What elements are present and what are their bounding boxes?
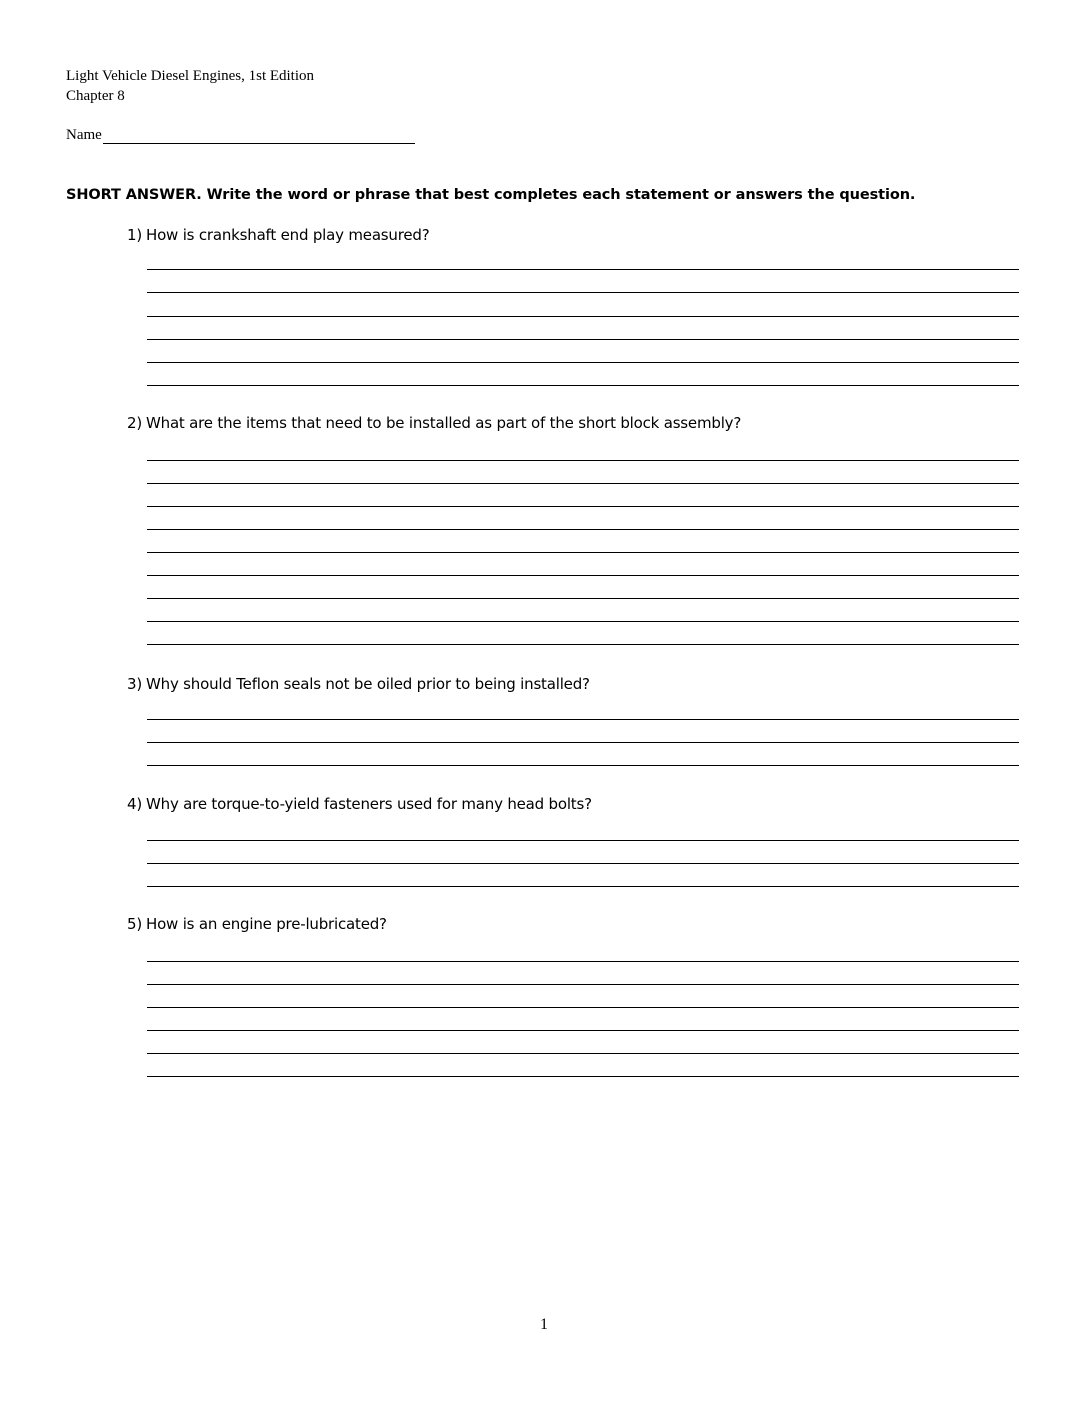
chapter-label: Chapter 8 <box>66 88 125 104</box>
question-3 <box>127 675 590 693</box>
answer-line <box>147 316 1019 317</box>
question-2 <box>127 414 741 432</box>
question-number: 5) <box>127 915 142 933</box>
question-5 <box>127 915 387 933</box>
answer-line <box>147 765 1019 766</box>
question-text: How is an engine pre-lubricated? <box>146 915 387 933</box>
question-text: What are the items that need to be installed as part of the short block assembly? <box>146 414 742 432</box>
answer-line <box>147 1007 1019 1008</box>
answer-line <box>147 719 1019 720</box>
answer-line <box>147 362 1019 363</box>
answer-line <box>147 1053 1019 1054</box>
question-number: 3) <box>127 675 142 693</box>
answer-line <box>147 621 1019 622</box>
name-label: Name <box>66 127 102 143</box>
answer-line <box>147 292 1019 293</box>
answer-line <box>147 644 1019 645</box>
answer-line <box>147 1030 1019 1031</box>
answer-line <box>147 863 1019 864</box>
question-text: Why are torque-to-yield fasteners used for many head bolts? <box>146 795 592 813</box>
answer-line <box>147 598 1019 599</box>
answer-line <box>147 460 1019 461</box>
answer-line <box>147 1076 1019 1077</box>
question-number: 2) <box>127 414 142 432</box>
section-instructions: SHORT ANSWER. Write the word or phrase that best completes each statement or answers the question. <box>66 187 916 203</box>
answer-line <box>147 984 1019 985</box>
answer-line <box>147 961 1019 962</box>
name-field[interactable] <box>103 126 415 144</box>
question-text: Why should Teflon seals not be oiled prior to being installed? <box>146 675 590 693</box>
question-text: How is crankshaft end play measured? <box>146 226 430 244</box>
answer-line <box>147 552 1019 553</box>
book-title: Light Vehicle Diesel Engines, 1st Edition <box>66 68 315 84</box>
answer-line <box>147 339 1019 340</box>
answer-line <box>147 385 1019 386</box>
answer-line <box>147 886 1019 887</box>
page-number: 1 <box>540 1316 548 1333</box>
question-number: 1) <box>127 226 142 244</box>
answer-line <box>147 506 1019 507</box>
question-number: 4) <box>127 795 142 813</box>
answer-line <box>147 575 1019 576</box>
answer-line <box>147 529 1019 530</box>
question-4 <box>127 795 592 813</box>
answer-line <box>147 742 1019 743</box>
question-1 <box>127 226 429 244</box>
answer-line <box>147 840 1019 841</box>
name-row <box>66 126 415 144</box>
answer-line <box>147 483 1019 484</box>
answer-line <box>147 269 1019 270</box>
